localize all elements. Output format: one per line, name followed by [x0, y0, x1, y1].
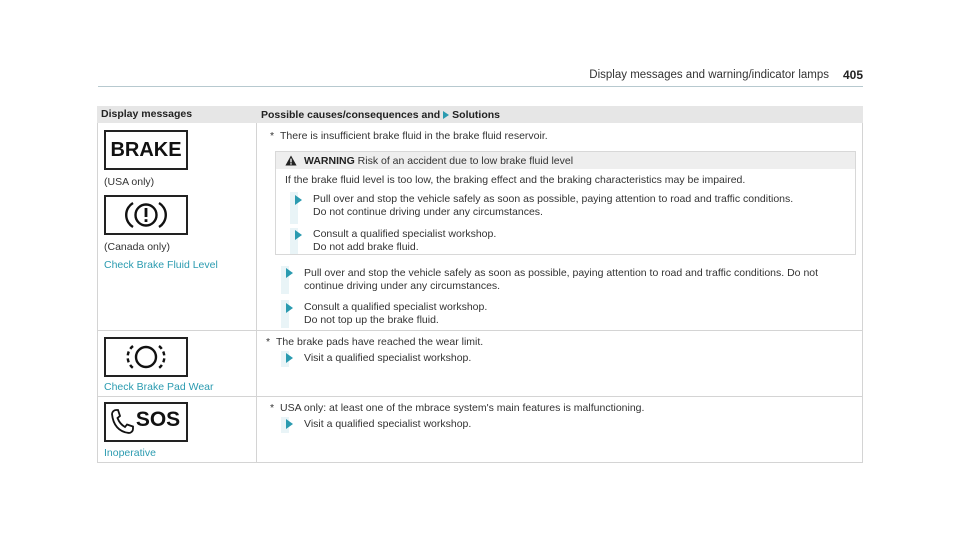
- page-header: [98, 61, 863, 87]
- column-header-causes-label: Possible causes/consequences and: [261, 109, 441, 121]
- arrow-right-icon: [286, 268, 293, 278]
- sos-phone-icon: [104, 402, 188, 442]
- arrow-right-icon: [286, 353, 293, 363]
- warning-body: If the brake fluid level is too low, the braking effect and the braking characteristics may be impaired.: [285, 174, 746, 186]
- footnote-mark: *: [270, 402, 275, 414]
- warning-box: [275, 151, 856, 255]
- column-header-causes: [261, 109, 500, 121]
- table-header: [97, 106, 863, 123]
- solution-step-1-line1: Visit a qualified specialist workshop.: [304, 418, 472, 430]
- cause-text: USA only: at least one of the mbrace system's main features is malfunctioning.: [280, 402, 645, 414]
- display-messages-table: [97, 106, 863, 457]
- arrow-right-icon: [443, 111, 449, 119]
- canada-only-label: (Canada only): [104, 241, 170, 253]
- display-message-cell: [98, 331, 257, 396]
- svg-text:SOS: SOS: [135, 408, 181, 431]
- footnote-mark: *: [270, 130, 275, 142]
- brake-text-icon: BRAKE: [104, 130, 188, 170]
- solution-step-1-line2: continue driving under any circumstances.: [304, 280, 501, 292]
- warning-step-2-line1: Consult a qualified specialist workshop.: [313, 228, 497, 240]
- solution-step-2-line2: Do not top up the brake fluid.: [304, 314, 439, 326]
- warning-triangle-icon: [285, 155, 297, 166]
- warning-title: [304, 155, 573, 167]
- section-title: Display messages and warning/indicator lamps: [589, 69, 829, 81]
- warning-risk-text: Risk of an accident due to low brake fluid level: [357, 155, 574, 167]
- cause-text: There is insufficient brake fluid in the brake fluid reservoir.: [280, 130, 548, 142]
- display-message-cell: [98, 123, 257, 330]
- warning-header: [276, 152, 855, 169]
- inoperative-message[interactable]: Inoperative: [104, 447, 156, 459]
- arrow-right-icon: [295, 230, 302, 240]
- warning-keyword: WARNING: [304, 155, 355, 167]
- footnote-mark: *: [266, 336, 271, 348]
- warning-step-2-line2: Do not add brake fluid.: [313, 241, 419, 253]
- check-brake-fluid-level-message[interactable]: Check Brake Fluid Level: [104, 259, 218, 271]
- display-message-cell: [98, 397, 257, 462]
- table-row: [97, 331, 863, 397]
- solution-step-1-line1: Pull over and stop the vehicle safely as soon as possible, paying attention to road and traffic conditions. Do not: [304, 267, 819, 279]
- table-row: [97, 397, 863, 463]
- page-number: 405: [842, 68, 863, 82]
- arrow-right-icon: [286, 303, 293, 313]
- brake-circle-exclamation-icon: [104, 195, 188, 235]
- table-row: [97, 123, 863, 331]
- warning-step-1-line2: Do not continue driving under any circumstances.: [313, 206, 543, 218]
- solution-step-2-line1: Consult a qualified specialist workshop.: [304, 301, 488, 313]
- arrow-right-icon: [295, 195, 302, 205]
- cause-text: The brake pads have reached the wear limit.: [276, 336, 484, 348]
- column-header-display-messages: Display messages: [101, 108, 193, 120]
- warning-step-1-line1: Pull over and stop the vehicle safely as soon as possible, paying attention to road and traffic conditions.: [313, 193, 794, 205]
- check-brake-pad-wear-message[interactable]: Check Brake Pad Wear: [104, 381, 214, 393]
- brake-pad-wear-icon: [104, 337, 188, 377]
- solution-step-1-line1: Visit a qualified specialist workshop.: [304, 352, 472, 364]
- column-header-solutions-label: Solutions: [452, 109, 501, 121]
- arrow-right-icon: [286, 419, 293, 429]
- usa-only-label: (USA only): [104, 176, 155, 188]
